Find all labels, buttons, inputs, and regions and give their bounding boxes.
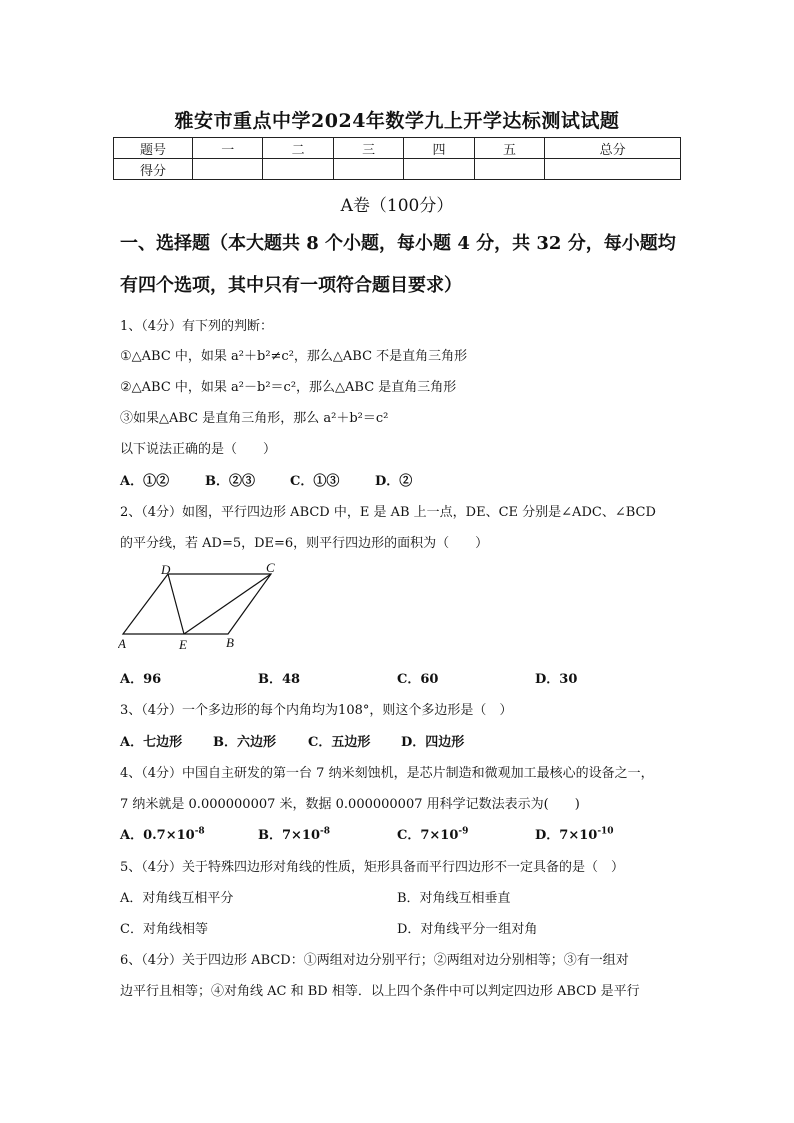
segment-de bbox=[168, 574, 184, 634]
q1-option-c: C．①③ bbox=[290, 474, 340, 489]
score-cell bbox=[193, 159, 263, 180]
score-cell bbox=[545, 159, 681, 180]
q4-option-c: C．$7\times 10^{-9}$ bbox=[397, 826, 469, 843]
q4-option-d: D．$7\times 10^{-10}$ bbox=[535, 826, 614, 843]
q2-stem-line2: 的平分线，若 AD=5，DE=6，则平行四边形的面积为（ ） bbox=[120, 536, 489, 551]
q2-stem-line1: 2、（4分）如图，平行四边形 ABCD 中，E 是 AB 上一点，DE、CE 分别是∠ADC、∠BCD bbox=[120, 505, 656, 520]
score-header-cell: 四 bbox=[404, 138, 474, 159]
label-b: B bbox=[226, 635, 234, 650]
label-a: A bbox=[118, 636, 126, 651]
score-table-header-row bbox=[114, 138, 681, 159]
q1-statement-2: ②△ABC 中，如果 a²－b²＝c²，那么△ABC 是直角三角形 bbox=[120, 380, 457, 395]
q5-option-a: A．对角线互相平分 bbox=[120, 891, 234, 906]
score-table-row bbox=[114, 159, 681, 180]
score-header-cell: 题号 bbox=[114, 138, 193, 159]
score-cell bbox=[474, 159, 544, 180]
score-cell bbox=[333, 159, 403, 180]
q2-option-c: C．60 bbox=[397, 672, 439, 687]
q1-option-b: B．②③ bbox=[205, 474, 255, 489]
q2-option-d: D．30 bbox=[535, 672, 578, 687]
q6-stem-line1: 6、（4分）关于四边形 ABCD：①两组对边分别平行；②两组对边分别相等；③有一组对 bbox=[120, 953, 629, 968]
q1-statement-3: ③如果△ABC 是直角三角形，那么 a²＋b²＝c² bbox=[120, 411, 389, 426]
q3-option-c: C．五边形 bbox=[308, 735, 371, 750]
section-heading: A卷（100分） bbox=[340, 196, 454, 216]
q3-option-a: A．七边形 bbox=[120, 735, 183, 750]
q1-option-d: D．② bbox=[375, 474, 413, 489]
part-heading-line2: 有四个选项，其中只有一项符合题目要求） bbox=[120, 275, 462, 296]
label-d: D bbox=[161, 562, 171, 577]
q6-stem-line2: 边平行且相等；④对角线 AC 和 BD 相等．以上四个条件中可以判定四边形 ABCD 是平行 bbox=[120, 984, 640, 999]
q3-stem: 3、（4分）一个多边形的每个内角均为108°，则这个多边形是（ ） bbox=[120, 703, 513, 718]
label-c: C bbox=[266, 560, 275, 575]
q4-stem-line1: 4、（4分）中国自主研发的第一台 7 纳米刻蚀机，是芯片制造和微观加工最核心的设备之一， bbox=[120, 766, 654, 781]
q1-ask: 以下说法正确的是（ ） bbox=[120, 442, 277, 457]
label-e: E bbox=[179, 637, 187, 652]
score-header-cell: 五 bbox=[474, 138, 544, 159]
score-header-cell: 一 bbox=[193, 138, 263, 159]
q1-option-a: A．①② bbox=[120, 474, 170, 489]
score-table bbox=[113, 137, 681, 180]
score-header-cell: 总分 bbox=[545, 138, 681, 159]
q5-stem: 5、（4分）关于特殊四边形对角线的性质，矩形具备而平行四边形不一定具备的是（ ） bbox=[120, 860, 625, 875]
q4-option-b: B．$7\times 10^{-8}$ bbox=[258, 826, 331, 843]
q4-option-a: A．$0.7\times 10^{-8}$ bbox=[120, 826, 205, 843]
score-header-cell: 三 bbox=[333, 138, 403, 159]
q5-option-d: D．对角线平分一组对角 bbox=[397, 922, 538, 937]
q2-option-b: B．48 bbox=[258, 672, 301, 687]
score-header-cell: 二 bbox=[263, 138, 333, 159]
score-cell bbox=[404, 159, 474, 180]
q4-stem-line2: 7 纳米就是 0.000000007 米，数据 0.000000007 用科学记数法表示为( ) bbox=[120, 797, 580, 812]
q3-option-b: B．六边形 bbox=[213, 735, 276, 750]
q1-stem: 1、（4分）有下列的判断： bbox=[120, 319, 274, 334]
q2-option-a: A．96 bbox=[120, 672, 162, 687]
segment-ce bbox=[184, 574, 271, 634]
exam-title: 雅安市重点中学2024年数学九上开学达标测试试题 bbox=[174, 110, 620, 132]
score-row-label: 得分 bbox=[114, 159, 193, 180]
q5-option-b: B．对角线互相垂直 bbox=[397, 891, 511, 906]
q1-statement-1: ①△ABC 中，如果 a²＋b²≠c²，那么△ABC 不是直角三角形 bbox=[120, 349, 468, 364]
score-cell bbox=[263, 159, 333, 180]
part-heading-line1: 一、选择题（本大题共 8 个小题，每小题 4 分，共 32 分，每小题均 bbox=[120, 233, 676, 254]
parallelogram-figure bbox=[118, 560, 288, 655]
q5-option-c: C．对角线相等 bbox=[120, 922, 208, 937]
q3-option-d: D．四边形 bbox=[401, 735, 465, 750]
